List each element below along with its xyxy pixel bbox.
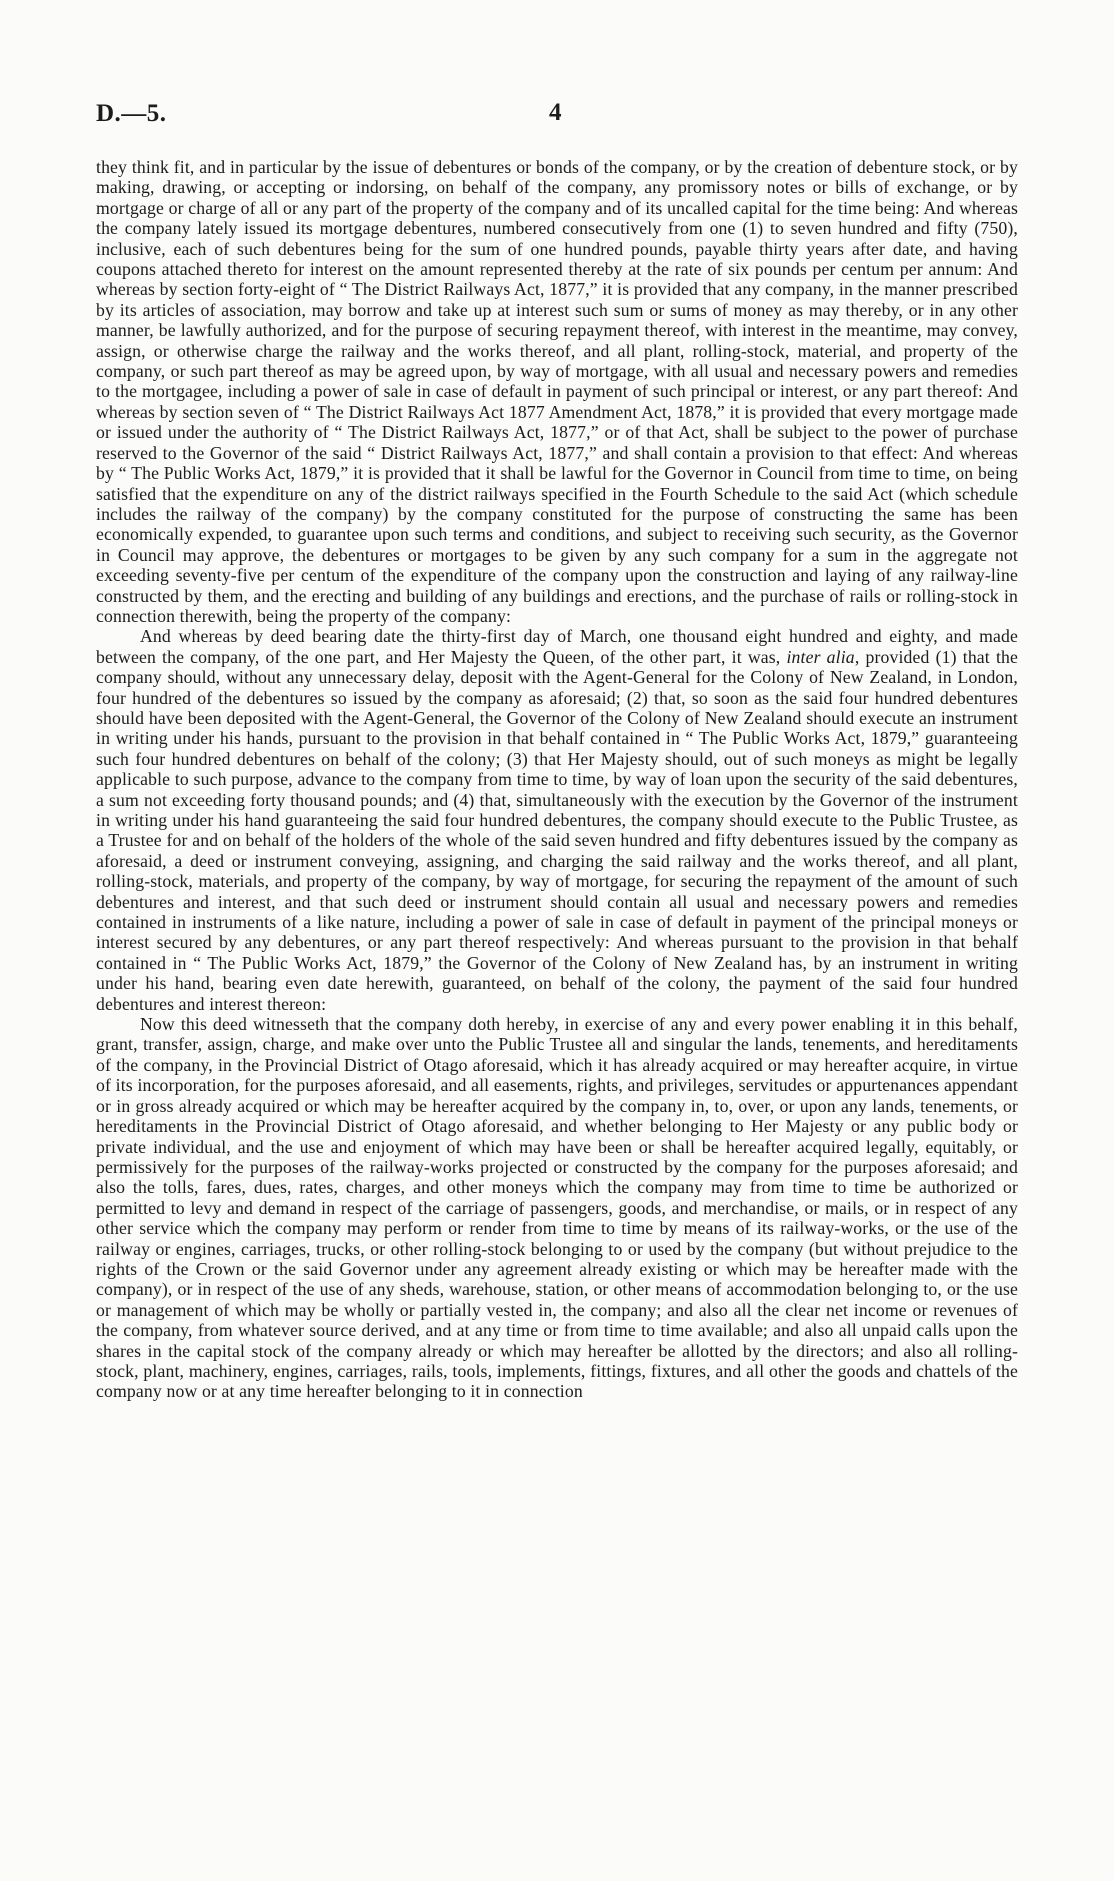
paragraph-text: Now this deed witnesseth that the company doth hereby, in exercise of any and every power enabling it in this behalf, grant, transfer, assign, charge, and make over unto the Public Trustee all and singular the lands, tenements, and hereditaments of the company, in the Provincial District of Otago aforesaid, which it has already acquired or may hereafter acquire, in virtue of its incorporation, for the purposes aforesaid, and all easements, rights, and privileges, servitudes or appurtenances appendant or in gross already acquired or which may be hereafter acquired by the company in, to, over, or upon any lands, tenements, or hereditaments in the Provincial District of Otago aforesaid, and whether belonging to Her Majesty or any public body or private individual, and the use and enjoyment of which may have been or shall be hereafter acquired legally, equitably, or permissively for the purposes of the railway-works projected or constructed by the company for the purposes aforesaid; and also the tolls, fares, dues, rates, charges, and other moneys which the company may from time to time be authorized or permitted to levy and demand in respect of the carriage of passengers, goods, and merchandise, or mails, or in respect of any other service which the company may perform or render from time to time by means of its railway-works, or the use of the railway or engines, carriages, trucks, or other rolling-stock belonging to or used by the company (but without prejudice to the rights of the Crown or the said Governor under any agreement already existing or which may be hereafter made with the company), or in respect of the use of any sheds, warehouse, station, or other means of accommodation belonging to, or the use or management of which may be wholly or partially vested in, the company; and also all the clear net income or revenues of the company, from whatever source derived, and at any time or from time to time available; and also all unpaid calls upon the shares in the capital stock of the company already or which may hereafter be allotted by the directors; and also all rolling-stock, plant, machinery, engines, carriages, rails, tools, implements, fittings, fixtures, and all other the goods and chattels of the company now or at any time hereafter belonging to it in connection	[96, 1014, 1018, 1402]
page-number: 4	[549, 99, 562, 126]
paragraph-witnesseth	[96, 1014, 1018, 1402]
document-reference: D.—5.	[96, 100, 167, 127]
page-header	[96, 100, 1018, 140]
body-text	[96, 157, 1018, 1402]
paragraph-debentures-recital	[96, 157, 1018, 626]
paragraph-text: And whereas by deed bearing date the thirty-first day of March, one thousand eight hundred and eighty, and made between the company, of the one part, and Her Majesty the Queen, of the other part, it was,	[96, 626, 1018, 667]
paragraph-deed-recital	[96, 626, 1018, 1014]
latin-phrase: inter alia	[786, 646, 855, 667]
paragraph-text: , provided (1) that the company should, without any unnecessary delay, deposit with the Agent-General for the Colony of New Zealand, in London, four hundred of the debentures so issued by the company as aforesaid; (2) that, so soon as the said four hundred debentures should have been deposited with the Agent-General, the Governor of the Colony of New Zealand should execute an instrument in writing under his hands, pursuant to the provision in that behalf contained in “ The Public Works Act, 1879,” guaranteeing such four hundred debentures on behalf of the colony; (3) that Her Majesty should, out of such moneys as might be legally applicable to such purpose, advance to the company from time to time, by way of loan upon the security of the said debentures, a sum not exceeding forty thousand pounds; and (4) that, simultaneously with the execution by the Governor of the instrument in writing under his hand guaranteeing the said four hundred debentures, the company should execute to the Public Trustee, as a Trustee for and on behalf of the holders of the whole of the said seven hundred and fifty debentures issued by the company as aforesaid, a deed or instrument conveying, assigning, and charging the said railway and the works thereof, and all plant, rolling-stock, materials, and property of the company, by way of mortgage, for securing the repayment of the amount of such debentures and interest, and that such deed or instrument should contain all usual and necessary powers and remedies contained in instruments of a like nature, including a power of sale in case of default in payment of the principal moneys or interest secured by any debentures, or any part thereof respectively: And whereas pursuant to the provision in that behalf contained in “ The Public Works Act, 1879,” the Governor of the Colony of New Zealand has, by an instrument in writing under his hand, bearing even date herewith, guaranteed, on behalf of the colony, the payment of the said four hundred debentures and interest thereon:	[96, 646, 1019, 1014]
paragraph-text: they think fit, and in particular by the issue of debentures or bonds of the company, or by the creation of debenture stock, or by making, drawing, or accepting or indorsing, on behalf of the company, any promissory notes or bills of exchange, or by mortgage or charge of all or any part of the property of the company and of its uncalled capital for the time being: And whereas the company lately issued its mortgage debentures, numbered consecutively from one (1) to seven hundred and fifty (750), inclusive, each of such debentures being for the sum of one hundred pounds, payable thirty years after date, and having coupons attached thereto for interest on the amount represented thereby at the rate of six pounds per centum per annum: And whereas by section forty-eight of “ The District Railways Act, 1877,” it is provided that any company, in the manner prescribed by its articles of association, may borrow and take up at interest such sum or sums of money as may thereby, or in any other manner, be lawfully authorized, and for the purpose of securing repayment thereof, with interest in the meantime, may convey, assign, or otherwise charge the railway and the works thereof, and all plant, rolling-stock, material, and property of the company, or such part thereof as may be agreed upon, by way of mortgage, with all usual and necessary powers and remedies to the mortgagee, including a power of sale in case of default in payment of such principal or interest, or any part thereof: And whereas by section seven of “ The District Railways Act 1877 Amendment Act, 1878,” it is provided that every mortgage made or issued under the authority of “ The District Railways Act, 1877,” or of that Act, shall be subject to the power of purchase reserved to the Governor of the said “ District Railways Act, 1877,” and shall contain a provision to that effect: And whereas by “ The Public Works Act, 1879,” it is provided that it shall be lawful for the Governor in Council from time to time, on being satisfied that the expenditure on any of the district railways specified in the Fourth Schedule to the said Act (which schedule includes the railway of the company) by the company constituted for the purpose of constructing the same has been economically expended, to guarantee upon such terms and conditions, and subject to receiving such security, as the Governor in Council may approve, the debentures or mortgages to be given by any such company for a sum in the aggregate not exceeding seventy-five per centum of the expenditure of the company upon the construction and laying of any railway-line constructed by them, and the erecting and building of any buildings and erections, and the purchase of rails or rolling-stock in connection therewith, being the property of the company:	[96, 157, 1018, 626]
